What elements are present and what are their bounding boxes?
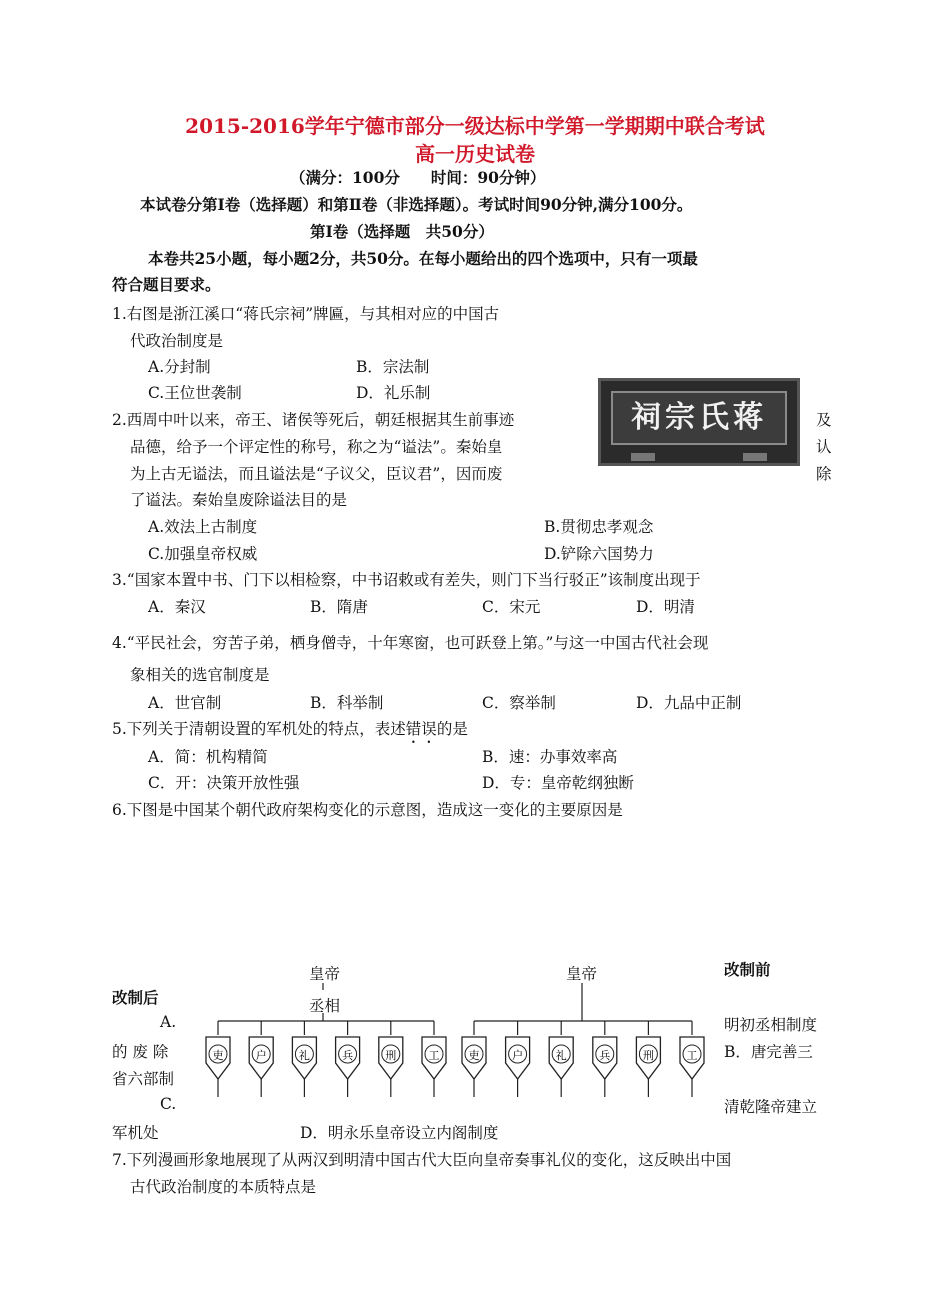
ministry-label: 户 [255, 1049, 267, 1062]
ministry-label: 刑 [642, 1049, 654, 1062]
q6-option-c-text: 清乾隆帝建立 [724, 1098, 818, 1116]
diagram-label-before: 改制前 [724, 960, 771, 979]
q5-emphasis-word: 错误 [405, 720, 437, 738]
ministry-badge-after-3 [292, 1021, 316, 1097]
q1-stem-line-2: 代政治制度是 [130, 332, 224, 350]
diagram-after-emperor: 皇帝 [309, 965, 341, 983]
q6-option-a-line-2: 的 废 除 [112, 1043, 169, 1061]
ministry-label: 兵 [599, 1049, 611, 1062]
ministry-badges [206, 1021, 704, 1097]
q2-stem-line-2: 品德，给予一个评定性的称号，称之为“谥法”。秦始皇 [130, 438, 503, 456]
q2-stem-line-1-end: 及 [816, 411, 832, 429]
q6-option-b-line-2: 省六部制 [112, 1070, 175, 1088]
diagram-before-tree [474, 983, 692, 1021]
q2-option-b: B.贯彻忠孝观念 [544, 518, 654, 536]
exam-intro: 本试卷分第Ⅰ卷（选择题）和第Ⅱ卷（非选择题）。考试时间90分钟,满分100分。 [140, 195, 693, 214]
q2-stem-line-4: 了谥法。秦始皇废除谥法目的是 [130, 491, 348, 509]
q6-option-d: D．明永乐皇帝设立内阁制度 [300, 1124, 499, 1142]
q4-option-c: C．察举制 [482, 694, 556, 712]
ministry-label: 礼 [555, 1049, 567, 1062]
ministry-label: 兵 [342, 1049, 354, 1062]
diagram-before-emperor: 皇帝 [566, 965, 598, 983]
q3-option-c: C．宋元 [482, 598, 541, 616]
q3-option-b: B．隋唐 [310, 598, 368, 616]
q5-option-b: B．速：办事效率高 [482, 748, 618, 766]
plaque-inscription: 祠宗氏蒋 [611, 391, 787, 445]
q5-stem-part-1: 5.下列关于清朝设置的军机处的特点，表述 [112, 720, 406, 738]
q2-stem-line-1: 2.西周中叶以来，帝王、诸侯等死后，朝廷根据其生前事迹 [112, 411, 515, 429]
q5-stem-part-2: 的是 [436, 720, 468, 738]
ministry-label: 刑 [385, 1049, 397, 1062]
q4-option-b: B．科举制 [310, 694, 384, 712]
plaque-foot-right [743, 453, 767, 461]
q6-option-a-text: 明初丞相制度 [724, 1016, 818, 1034]
exam-subtitle: 高一历史试卷 [415, 142, 535, 166]
q2-stem-line-3: 为上古无谥法，而且谥法是“子议父，臣议君”，因而废 [130, 465, 503, 483]
ministry-label: 户 [512, 1049, 524, 1062]
ministry-badge-before-5 [636, 1021, 660, 1097]
q5-option-c: C．开：决策开放性强 [148, 774, 300, 792]
q4-stem-line-1: 4.“平民社会，穷苦子弟，栖身僧寺，十年寒窗，也可跃登上第。”与这一中国古代社会现 [112, 634, 709, 652]
exam-meta: （满分：100分 时间：90分钟） [290, 168, 546, 187]
q5-option-a: A．简：机构精简 [148, 748, 268, 766]
q3-option-a: A．秦汉 [148, 598, 206, 616]
ministry-label: 吏 [468, 1049, 480, 1062]
q3-option-d: D．明清 [636, 598, 695, 616]
ministry-badge-before-2 [506, 1021, 530, 1097]
q7-stem-line-2: 古代政治制度的本质特点是 [130, 1178, 317, 1196]
government-structure-diagram [190, 955, 720, 1105]
q2-option-d: D.铲除六国势力 [544, 545, 654, 563]
section-title: 第Ⅰ卷（选择题 共50分） [310, 222, 494, 241]
ministry-label: 工 [686, 1049, 698, 1062]
ministry-badge-after-6 [422, 1021, 446, 1097]
q6-option-c-line-2: 军机处 [112, 1124, 159, 1142]
ministry-badge-after-4 [336, 1021, 360, 1097]
instructions-line-2: 符合题目要求。 [112, 275, 221, 294]
ministry-badge-before-6 [680, 1021, 704, 1097]
q1-option-d: D．礼乐制 [356, 384, 431, 402]
ministry-label: 吏 [212, 1049, 224, 1062]
ministry-badge-after-2 [249, 1021, 273, 1097]
q2-stem-line-2-end: 认 [816, 438, 832, 456]
q6-stem: 6.下图是中国某个朝代政府架构变化的示意图，造成这一变化的主要原因是 [112, 801, 623, 819]
q6-option-b-text: B．唐完善三 [724, 1043, 813, 1061]
q5-option-d: D．专：皇帝乾纲独断 [482, 774, 634, 792]
ministry-badge-after-1 [206, 1021, 230, 1097]
q6-option-c-mark: C. [160, 1095, 177, 1113]
exam-title: 2015-2016学年宁德市部分一级达标中学第一学期期中联合考试 [185, 114, 765, 138]
q4-stem-line-2: 象相关的选官制度是 [130, 666, 270, 684]
q4-option-d: D．九品中正制 [636, 694, 742, 712]
ancestral-hall-plaque-image [598, 378, 800, 466]
q2-option-a: A.效法上古制度 [148, 518, 258, 536]
ministry-label: 工 [428, 1049, 440, 1062]
diagram-label-after: 改制后 [112, 988, 159, 1007]
q5-stem [112, 717, 468, 747]
q3-stem: 3.“国家本置中书、门下以相检察，中书诏敕或有差失，则门下当行驳正”该制度出现于 [112, 571, 701, 589]
diagram-chancellor: 丞相 [309, 997, 341, 1015]
q4-option-a: A．世官制 [148, 694, 222, 712]
q6-option-a-mark: A. [160, 1013, 177, 1031]
q2-option-c: C.加强皇帝权威 [148, 545, 258, 563]
ministry-badge-before-4 [593, 1021, 617, 1097]
q7-stem-line-1: 7.下列漫画形象地展现了从两汉到明清中国古代大臣向皇帝奏事礼仪的变化，这反映出中国 [112, 1151, 732, 1169]
ministry-badge-before-1 [462, 1021, 486, 1097]
q2-stem-line-3-end: 除 [816, 465, 832, 483]
ministry-badge-before-3 [549, 1021, 573, 1097]
q1-option-c: C.王位世袭制 [148, 384, 242, 402]
q1-option-a: A.分封制 [148, 358, 211, 376]
q1-option-b: B．宗法制 [356, 358, 430, 376]
ministry-badge-after-5 [379, 1021, 403, 1097]
plaque-foot-left [631, 453, 655, 461]
instructions-line-1: 本卷共25小题，每小题2分，共50分。在每小题给出的四个选项中，只有一项最 [148, 249, 698, 268]
ministry-label: 礼 [298, 1049, 310, 1062]
q1-stem-line-1: 1.右图是浙江溪口“蒋氏宗祠”牌匾，与其相对应的中国古 [112, 305, 500, 323]
